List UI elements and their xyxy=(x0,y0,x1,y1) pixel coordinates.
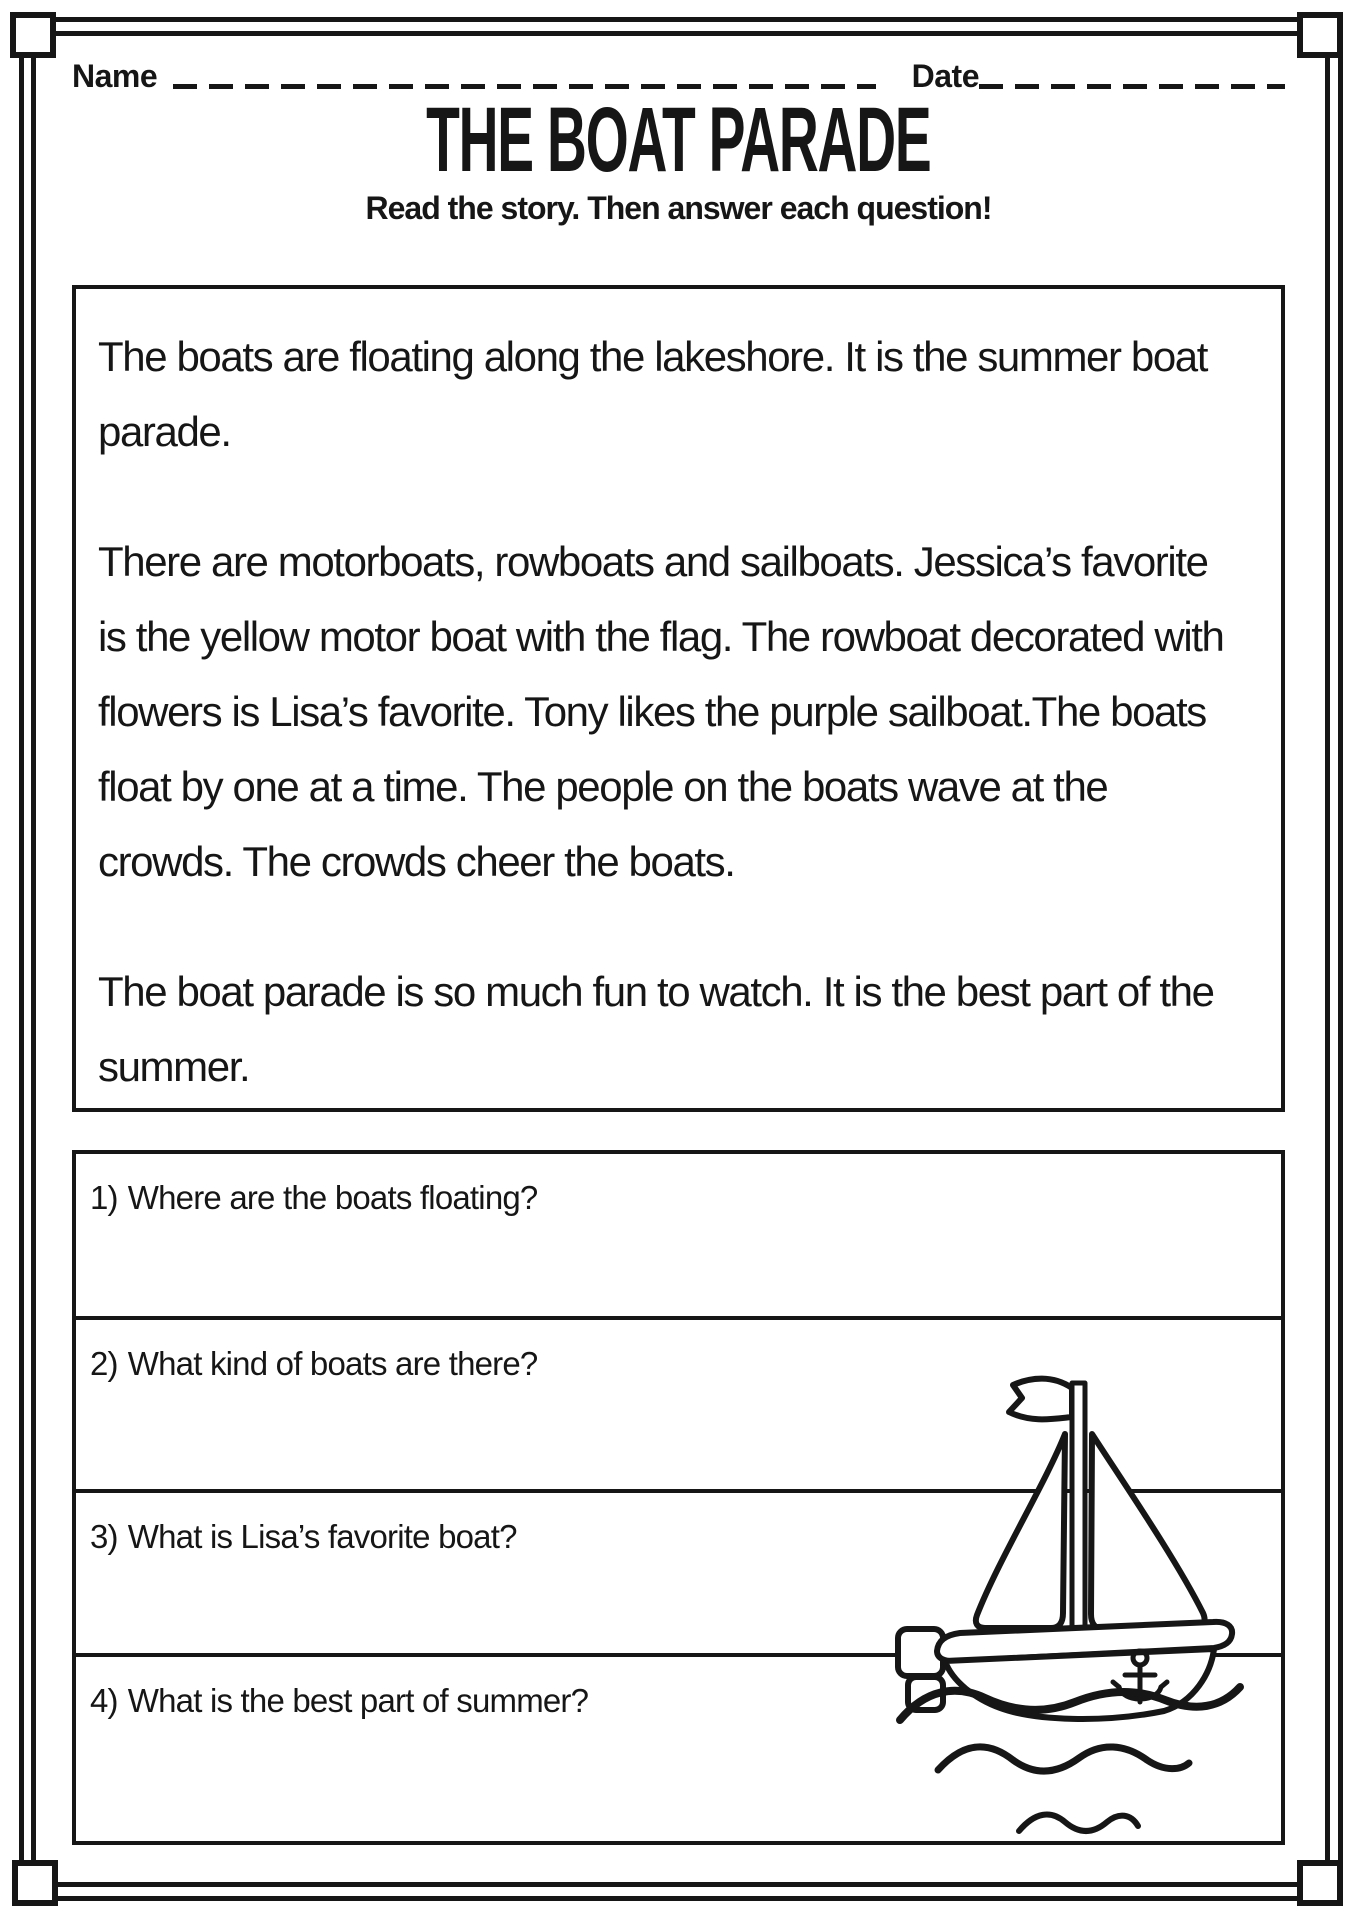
frame-corner-bottom-left xyxy=(12,1860,58,1906)
story-box xyxy=(72,285,1285,1112)
date-label: Date xyxy=(911,58,979,94)
question-row-4[interactable] xyxy=(76,1657,1281,1841)
story-paragraph: The boats are floating along the lakeshore. It is the summer boat parade. xyxy=(98,333,1208,455)
page-title: THE BOAT PARADE xyxy=(426,89,931,191)
frame-corner-bottom-right xyxy=(1297,1860,1343,1906)
question-row-3[interactable] xyxy=(76,1493,1281,1657)
story-paragraph: The boat parade is so much fun to watch. It is the best part of the summer. xyxy=(98,968,1214,1090)
question-text: What kind of boats are there? xyxy=(127,1345,538,1382)
page-header xyxy=(72,89,1285,227)
question-number: 4) xyxy=(90,1682,118,1719)
question-row-1[interactable] xyxy=(76,1154,1281,1320)
page-subtitle: Read the story. Then answer each question! xyxy=(365,190,992,226)
questions-box xyxy=(72,1150,1285,1845)
name-label: Name xyxy=(72,58,158,94)
question-row-2[interactable] xyxy=(76,1320,1281,1493)
frame-corner-top-right xyxy=(1297,12,1343,58)
question-text: What is the best part of summer? xyxy=(127,1682,589,1719)
question-text: Where are the boats floating? xyxy=(127,1179,538,1216)
date-fill-in-line[interactable] xyxy=(979,84,1285,89)
question-number: 3) xyxy=(90,1518,118,1555)
question-text: What is Lisa’s favorite boat? xyxy=(127,1518,517,1555)
frame-corner-top-left xyxy=(10,12,56,58)
question-number: 1) xyxy=(90,1179,118,1216)
story-paragraph: There are motorboats, rowboats and sailboats. Jessica’s favorite is the yellow motor boat with the flag. The rowboat decorated with flowers is Lisa’s favorite. Tony likes the purple sailboat.The boats float by one at a time. The people on the boats wave at the crowds. The crowds cheer the boats. xyxy=(98,538,1224,885)
question-number: 2) xyxy=(90,1345,118,1382)
